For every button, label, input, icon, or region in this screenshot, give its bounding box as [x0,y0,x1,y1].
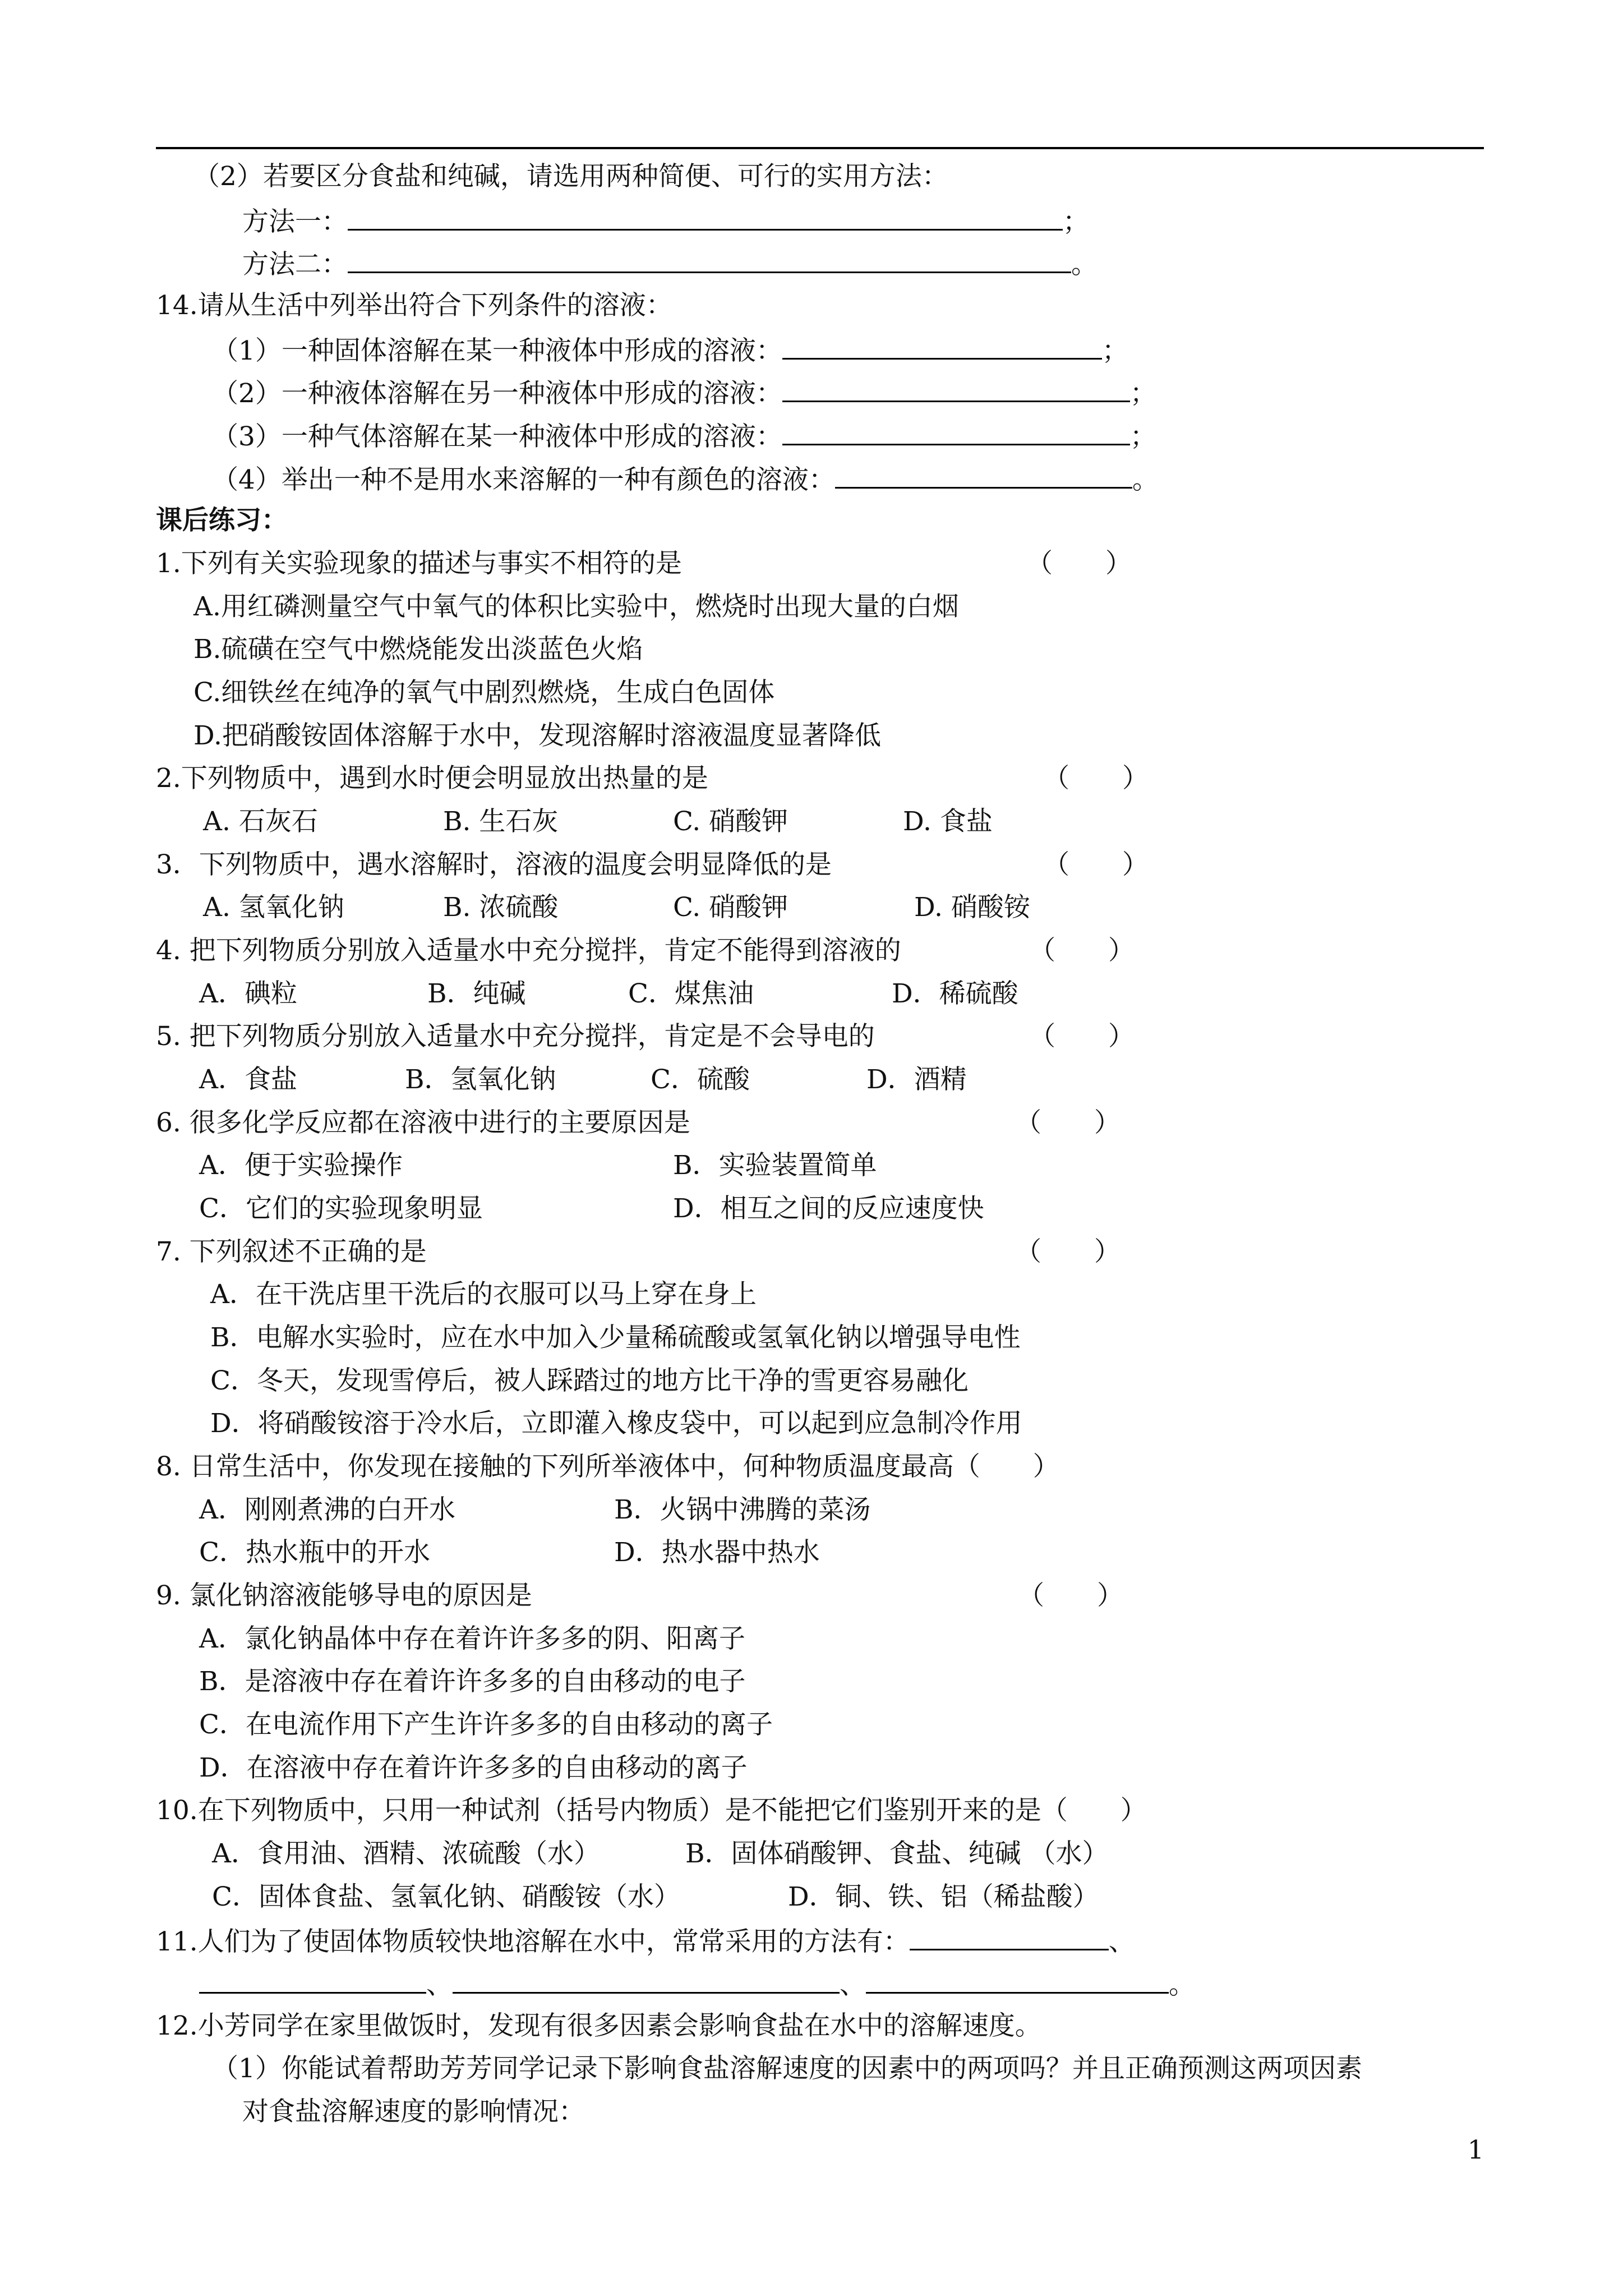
q8-option-a: A．刚刚煮沸的白开水 [199,1494,455,1525]
q6-answer-bracket[interactable]: （ ） [1015,1107,1121,1138]
q14-blank-4[interactable] [835,461,1132,489]
q7-stem: 7. 下列叙述不正确的是 [156,1236,427,1267]
q6-stem: 6. 很多化学反应都在溶液中进行的主要原因是 [156,1107,690,1138]
q8-option-b: B．火锅中沸腾的菜汤 [614,1494,871,1525]
q11-blank-3[interactable] [453,1966,840,1994]
q2-stem: 2.下列物质中，遇到水时便会明显放出热量的是 [156,763,708,794]
q4-option-a: A．碘粒 [199,978,297,1009]
q11-blank-1[interactable] [910,1923,1109,1950]
q10-option-a: A．食用油、酒精、浓硫酸（水） [212,1838,600,1869]
q14-blank-2[interactable] [782,375,1130,402]
q3-option-d: D. 硝酸铵 [914,892,1030,923]
q9-option-a: A．氯化钠晶体中存在着许许多多的阴、阳离子 [199,1623,745,1654]
q9-option-b: B．是溶液中存在着许许多多的自由移动的电子 [199,1666,746,1697]
q4-option-b: B．纯碱 [427,978,526,1009]
q8-option-c: C．热水瓶中的开水 [199,1537,430,1568]
q3-option-b: B. 浓硫酸 [443,892,559,923]
q14-item-2: （2）一种液体溶解在另一种液体中形成的溶液： ； [212,375,1156,411]
q1-option-b: B.硫磺在空气中燃烧能发出淡蓝色火焰 [193,634,643,665]
q6-option-d: D．相互之间的反应速度快 [673,1193,984,1224]
header-rule [156,147,1484,149]
q14-blank-1[interactable] [782,332,1102,360]
q4-stem: 4. 把下列物质分别放入适量水中充分搅拌，肯定不能得到溶液的 [156,935,901,966]
q5-stem: 5. 把下列物质分别放入适量水中充分搅拌，肯定是不会导电的 [156,1021,875,1052]
q9-option-d: D．在溶液中存在着许许多多的自由移动的离子 [199,1752,748,1783]
q11-blank-4[interactable] [866,1966,1169,1994]
q5-option-a: A．食盐 [199,1064,297,1095]
method2-line: 方法二： 。 [242,246,1098,282]
q10-option-d: D．铜、铁、铝（稀盐酸） [788,1881,1099,1912]
q3-stem: 3．下列物质中，遇水溶解时，溶液的温度会明显降低的是 [156,849,832,880]
q12-part1-line1: （1）你能试着帮助芳芳同学记录下影响食盐溶解速度的因素中的两项吗？并且正确预测这两项因素 [212,2053,1362,2084]
q3-option-c: C. 硝酸钾 [673,892,789,923]
q5-answer-bracket[interactable]: （ ） [1029,1021,1135,1052]
q14-item-3: （3）一种气体溶解在某一种液体中形成的溶液： ； [212,418,1156,454]
q2-option-a: A. 石灰石 [203,806,318,837]
q14-stem: 14.请从生活中列举出符合下列条件的溶液： [156,290,672,321]
q2-option-d: D. 食盐 [903,806,993,837]
q5-option-c: C．硫酸 [651,1064,750,1095]
q10-option-b: B．固体硝酸钾、食盐、纯碱 （水） [685,1838,1109,1869]
q2-option-b: B. 生石灰 [443,806,559,837]
q4-option-d: D．稀硫酸 [892,978,1018,1009]
section-title: 课后练习： [156,505,288,536]
q10-stem: 10.在下列物质中，只用一种试剂（括号内物质）是不能把它们鉴别开来的是（ ） [156,1795,1147,1826]
q12-part1-line2: 对食盐溶解速度的影响情况： [242,2096,585,2127]
q10-option-c: C．固体食盐、氢氧化钠、硝酸铵（水） [212,1881,680,1912]
q1-option-c: C.细铁丝在纯净的氧气中剧烈燃烧，生成白色固体 [193,677,775,708]
method2-blank[interactable] [348,246,1071,273]
q8-option-d: D．热水器中热水 [614,1537,820,1568]
q14-blank-3[interactable] [782,418,1130,445]
q3-answer-bracket[interactable]: （ ） [1043,849,1149,880]
q7-answer-bracket[interactable]: （ ） [1015,1236,1121,1267]
q1-option-d: D.把硝酸铵固体溶解于水中，发现溶解时溶液温度显著降低 [193,720,881,751]
q14-item-1: （1）一种固体溶解在某一种液体中形成的溶液： ； [212,332,1128,368]
q2-option-c: C. 硝酸钾 [673,806,789,837]
q6-option-a: A．便于实验操作 [199,1150,403,1181]
q9-option-c: C．在电流作用下产生许许多多的自由移动的离子 [199,1709,773,1740]
q7-option-b: B．电解水实验时，应在水中加入少量稀硫酸或氢氧化钠以增强导电性 [210,1322,1021,1353]
q4-answer-bracket[interactable]: （ ） [1029,935,1135,966]
q3-option-a: A. 氢氧化钠 [203,892,344,923]
page-number: 1 [1467,2134,1484,2165]
q11-blank-2[interactable] [199,1966,426,1994]
q9-answer-bracket[interactable]: （ ） [1018,1580,1123,1611]
q13-part2: （2）若要区分食盐和纯碱，请选用两种简便、可行的实用方法： [193,161,948,192]
q8-stem: 8. 日常生活中，你发现在接触的下列所举液体中，何种物质温度最高（ ） [156,1451,1059,1482]
q1-option-a: A.用红磷测量空气中氧气的体积比实验中，燃烧时出现大量的白烟 [193,591,959,622]
q9-stem: 9. 氯化钠溶液能够导电的原因是 [156,1580,532,1611]
q2-answer-bracket[interactable]: （ ） [1043,763,1149,794]
q5-option-d: D．酒精 [866,1064,967,1095]
q1-answer-bracket[interactable]: （ ） [1026,548,1132,579]
method1-blank[interactable] [348,203,1063,231]
q14-item-4: （4）举出一种不是用水来溶解的一种有颜色的溶液： 。 [212,461,1159,497]
q6-option-b: B．实验装置简单 [673,1150,877,1181]
q7-option-c: C．冬天，发现雪停后，被人踩踏过的地方比干净的雪更容易融化 [210,1365,969,1396]
q4-option-c: C．煤焦油 [628,978,754,1009]
q7-option-a: A．在干洗店里干洗后的衣服可以马上穿在身上 [210,1279,757,1310]
q5-option-b: B．氢氧化钠 [405,1064,556,1095]
q12-stem: 12.小芳同学在家里做饭时，发现有很多因素会影响食盐在水中的溶解速度。 [156,2010,1041,2041]
q6-option-c: C．它们的实验现象明显 [199,1193,483,1224]
q1-stem: 1.下列有关实验现象的描述与事实不相符的是 [156,548,682,579]
q11-blanks-line: 、 、 。 [199,1966,1195,2002]
q11-stem: 11.人们为了使固体物质较快地溶解在水中，常常采用的方法有： 、 [156,1923,1135,1959]
q7-option-d: D．将硝酸铵溶于冷水后，立即灌入橡皮袋中，可以起到应急制冷作用 [210,1408,1022,1439]
method1-line: 方法一： ； [242,203,1089,239]
